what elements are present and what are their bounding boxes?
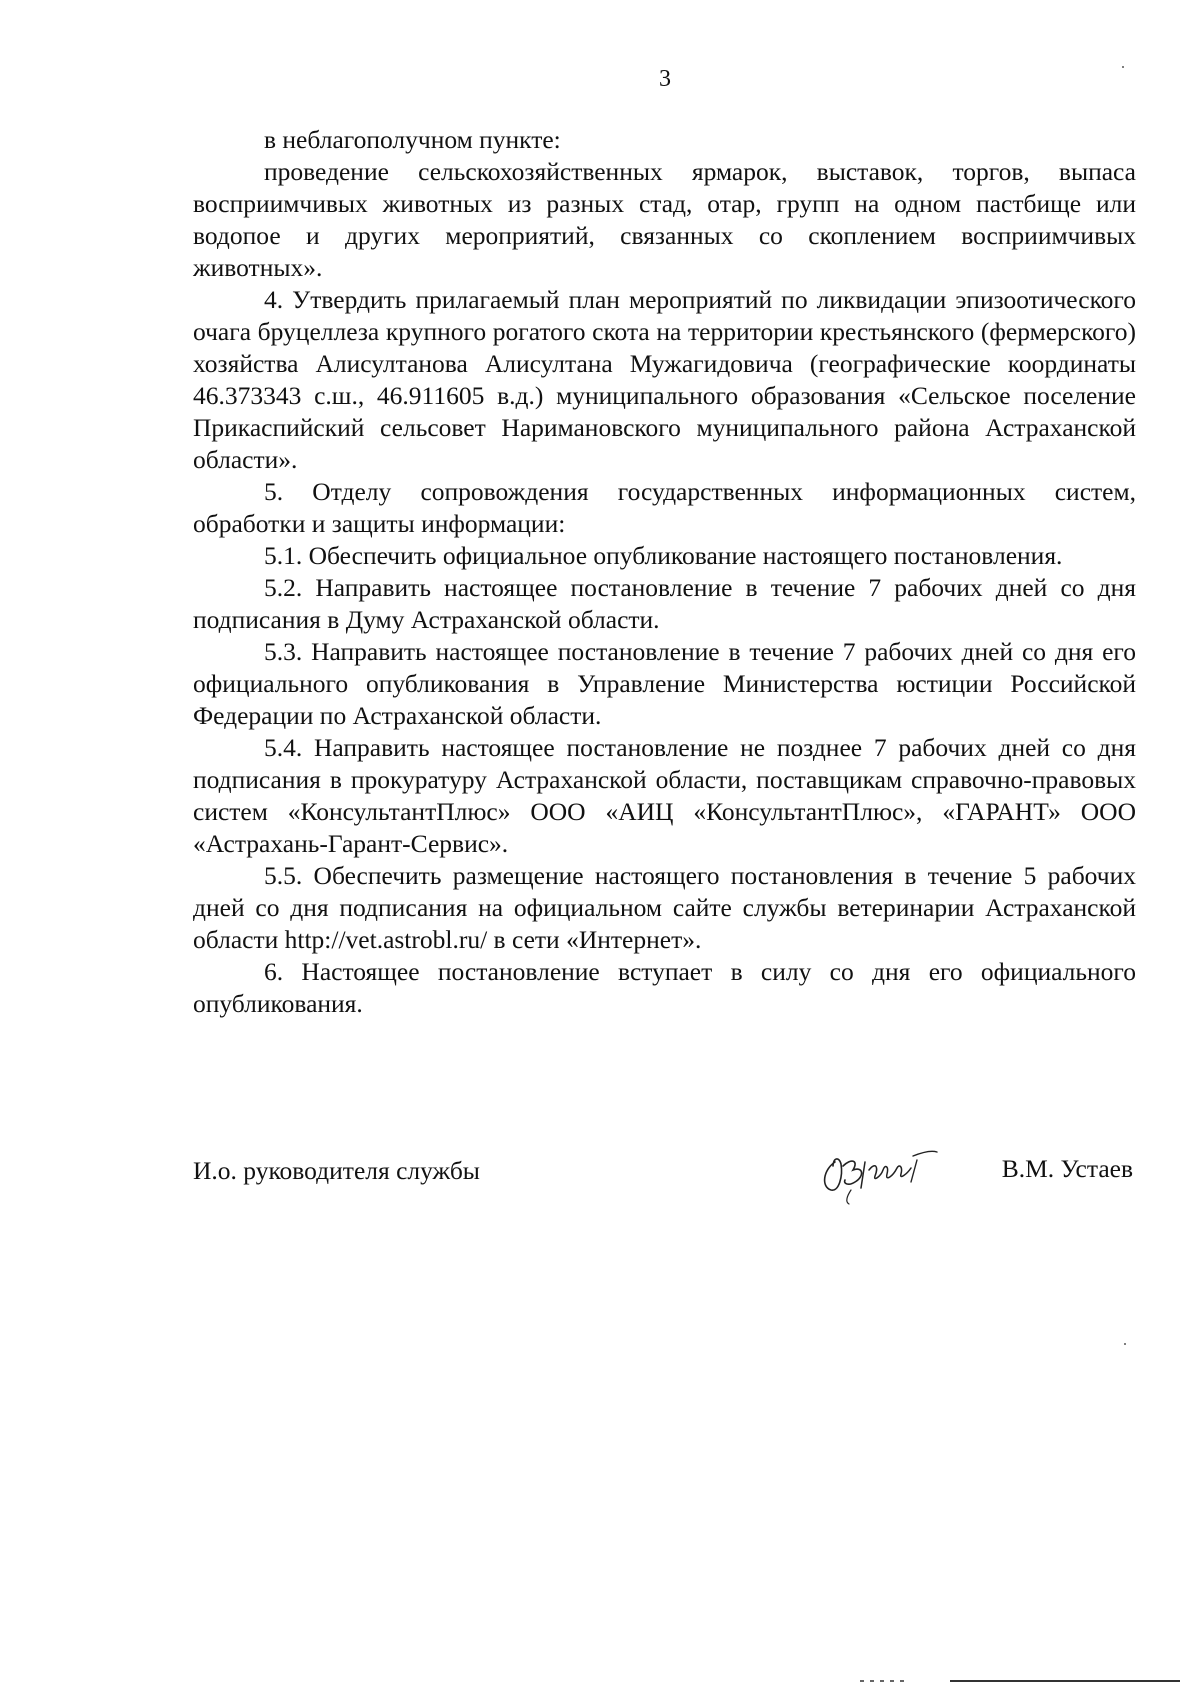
scan-speck [1122,66,1124,68]
paragraph-item-5-4: 5.4. Направить настоящее постановление не позднее 7 рабочих дней со дня подписания в прокуратуру Астраханской области, поставщикам справочно-правовых систем «КонсультантПлюс» ООО «АИЦ «КонсультантПлюс», «ГАРАНТ» ООО «Астрахань-Гарант-Сервис». [193,733,1136,858]
page-number: 3 [659,66,671,92]
scan-edge-marks [850,1678,1190,1684]
signatory-position: И.о. руководителя службы [193,1156,480,1185]
paragraph-unfavorable-point: в неблагополучном пункте: [264,125,561,154]
signature-block [193,1144,1133,1214]
document-body [193,124,1136,1020]
paragraph-item-4-approve-plan: 4. Утвердить прилагаемый план мероприятий по ликвидации эпизоотического очага бруцеллеза крупного рогатого скота на территории крестьянского (фермерского) хозяйства Алисултанова Алисултана Мужагидовича (географические координаты 46.373343 с.ш., 46.911605 в.д.) муниципального образования «Сельское поселение Прикаспийский сельсовет Наримановского муниципального района Астраханской области». [193,285,1136,474]
paragraph-item-6: 6. Настоящее постановление вступает в силу со дня его официального опубликования. [193,957,1136,1018]
handwritten-signature [813,1132,953,1212]
paragraph-item-5-3: 5.3. Направить настоящее постановление в течение 7 рабочих дней со дня его официального опубликования в Управление Министерства юстиции Российской Федерации по Астраханской области. [193,637,1136,730]
paragraph-item-5-5: 5.5. Обеспечить размещение настоящего постановления в течение 5 рабочих дней со дня подписания на официальном сайте службы ветеринарии Астраханской области http://vet.astrobl.ru/ в сети «Интернет». [193,861,1136,954]
scan-speck [1124,1343,1126,1345]
signatory-name: В.М. Устаев [1001,1154,1133,1183]
paragraph-events-restriction: проведение сельскохозяйственных ярмарок, выставок, торгов, выпаса восприимчивых животных из разных стад, отар, групп на одном пастбище или водопое и других мероприятий, связанных со скоплением восприимчивых животных». [193,157,1136,282]
paragraph-item-5-2: 5.2. Направить настоящее постановление в течение 7 рабочих дней со дня подписания в Думу Астраханской области. [193,573,1136,634]
paragraph-item-5-department: 5. Отделу сопровождения государственных информационных систем, обработки и защиты информации: [193,477,1136,538]
paragraph-item-5-1: 5.1. Обеспечить официальное опубликование настоящего постановления. [264,541,1063,570]
